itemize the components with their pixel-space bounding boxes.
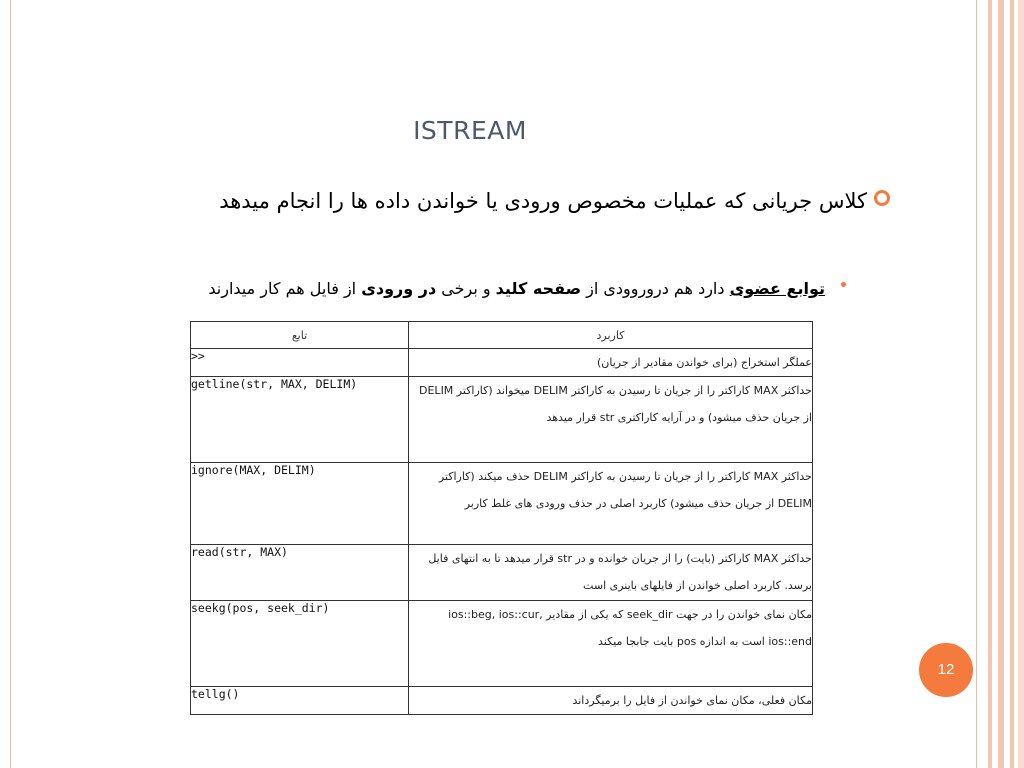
- bullet-main-text: کلاس جریانی که عملیات مخصوص ورودی یا خواندن داده ها را انجام میدهد: [219, 189, 867, 213]
- page-number-badge: 12: [919, 643, 973, 697]
- term-member-functions: توابع عضوی: [729, 279, 825, 298]
- sub-text-part1: دارد هم دروروودی از: [581, 279, 730, 298]
- bullet-sub-text: [50, 270, 825, 308]
- usage-cell: عملگر استخراج (برای خواندن مقادیر از جریان): [409, 349, 813, 377]
- decor-stripe: [988, 0, 992, 768]
- usage-cell: مکان فعلی، مکان نمای خواندن از فایل را برمیگرداند: [409, 687, 813, 715]
- sub-text-part3: از فایل هم کار میدارند: [208, 279, 362, 298]
- header-usage: کاربرد: [409, 322, 813, 349]
- term-keyboard: صفحه کلید: [495, 279, 582, 298]
- sub-text-part2: و برخی: [436, 279, 496, 298]
- bullet-dot-icon: [841, 282, 846, 287]
- frame-right-line: [976, 0, 977, 768]
- term-input: در ورودی: [361, 279, 437, 298]
- istream-functions-table: [190, 321, 813, 715]
- usage-cell: حداکثر MAX کاراکتر را از جریان تا رسیدن به کاراکتر DELIM میخواند (کاراکتر DELIM از جریان حذف میشود) و در آرایه کاراکتری str قرار میدهد: [409, 377, 813, 463]
- table-row: [191, 687, 813, 715]
- slide-title: ISTREAM: [413, 116, 527, 145]
- bullet-ring-icon: [874, 190, 890, 206]
- table-row: [191, 377, 813, 463]
- table-row: [191, 601, 813, 687]
- decor-stripe: [1018, 0, 1024, 768]
- decor-stripe: [998, 0, 1004, 768]
- table-header-row: [191, 322, 813, 349]
- usage-cell: مکان نمای خواندن را در جهت seek_dir که یکی از مقادیر ios::beg, ios::cur, ios::end است به اندازه pos بایت جابجا میکند: [409, 601, 813, 687]
- table-row: [191, 463, 813, 545]
- function-cell: read(str, MAX): [191, 545, 409, 601]
- function-cell: ignore(MAX, DELIM): [191, 463, 409, 545]
- function-cell: getline(str, MAX, DELIM): [191, 377, 409, 463]
- function-cell: seekg(pos, seek_dir): [191, 601, 409, 687]
- usage-cell: حداکثر MAX کاراکتر را از جریان تا رسیدن به کاراکتر DELIM حذف میکند (کاراکتر DELIM از جریان حذف میشود) کاربرد اصلی در حذف ورودی های غلط کاربر: [409, 463, 813, 545]
- function-cell: >>: [191, 349, 409, 377]
- table-row: [191, 545, 813, 601]
- function-cell: tellg(): [191, 687, 409, 715]
- table-row: [191, 349, 813, 377]
- usage-cell: حداکثر MAX کاراکتر (بایت) را از جریان خوانده و در str قرار میدهد تا به انتهای فایل برسد. کاربرد اصلی خواندن از فایلهای باینری است: [409, 545, 813, 601]
- decor-stripe: [1010, 0, 1014, 768]
- header-function: تابع: [191, 322, 409, 349]
